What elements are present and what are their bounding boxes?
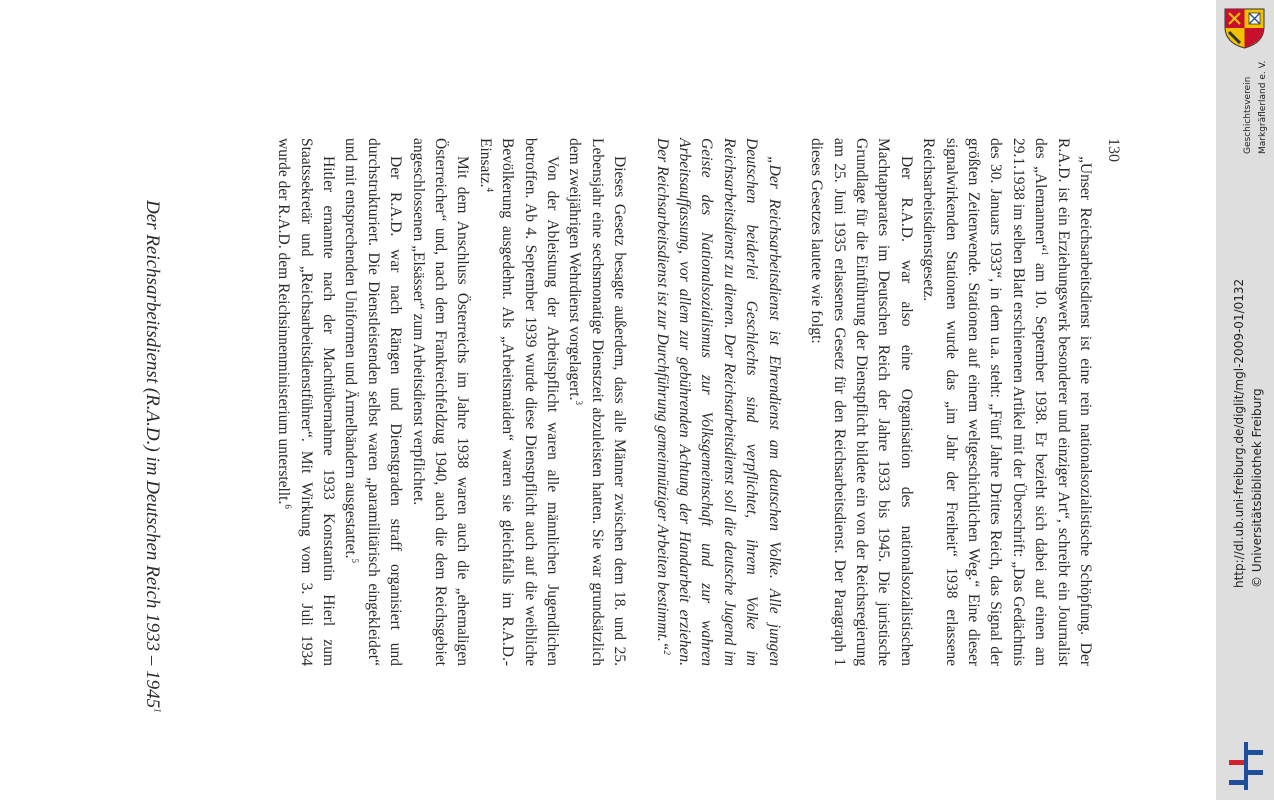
- library-logo-icon[interactable]: [1223, 738, 1269, 794]
- paragraph: Mit dem Anschluss Österreichs im Jahre 1938 waren auch die „ehemaligen Österreicher“ und, nach dem Frankreichfeldzug 1940, auch die dem Reichsgebiet angeschlossenen „Elsässer“ zum Arbeitsdienst verpflichtet.: [409, 138, 472, 666]
- coat-of-arms-icon: [1221, 7, 1268, 49]
- org-name-line2: Markgräflerland e. V.: [1258, 60, 1268, 154]
- permalink-link[interactable]: http://dl.ub.uni-freiburg.de/diglit/mgl-2009-01/0132: [1232, 278, 1246, 588]
- paragraph: Dieses Gesetz besagte außerdem, dass alle Männer zwischen dem 18. und 25. Lebensjahr eine sechsmonatige Dienstzeit abzuleisten hatten. Sie war grundsätzlich dem zweijährigen Wehrdienst vorgelagert.$^3$: [566, 138, 629, 666]
- page-body: [272, 138, 1096, 666]
- paragraph: Hitler ernannte nach der Machtübernahme 1933 Konstantin Hierl zum Staatssekretär und „Reichsarbeitsdienstführer“. Mit Wirkung vom 3. Juli 1934 wurde der R.A.D. dem Reichsinnenministerium unterstellt.$^6$: [275, 138, 337, 666]
- paragraph: Von der Ableistung der Arbeitspflicht waren alle männlichen Jugendlichen betroffen. Ab 4. September 1939 wurde diese Dienstpflicht auch auf die weibliche Bevölkerung ausgedehnt. Als „Arbeitsmaiden“ waren sie gleichfalls im R.A.D.-Einsatz.$^4$: [476, 138, 562, 666]
- org-name-line1: Geschichtsverein: [1243, 76, 1253, 154]
- page-number: 130: [1105, 138, 1122, 162]
- paragraph: „Unser Reichsarbeitsdienst ist eine rein nationalsozialistische Schöpfung. Der R.A.D. ist ein Erziehungswerk besonderer und einziger Art“, schreibt ein Journalist des „Alemannen“$^1$ am 10. September 1938. Er bezieht sich dabei auf einen am 29.1.1938 im selben Blatt erschienenen Artikel mit der Überschrift: „Das Gedächtnis des 30. Januars 1933“, in dem u.a. steht: „Fünf Jahre Drittes Reich, das Signal der größten Zeitenwende. Stationen auf einem weltgeschichtlichen Weg.“ Eine dieser signalwirkenden Stationen wurde das „im Jahr der Freiheit“ 1938 erlassene Reichsarbeitsdienstgesetz.: [920, 138, 1094, 666]
- copyright-notice: © Universitätsbibliothek Freiburg: [1250, 388, 1264, 588]
- page-heading: Der Reichsarbeitsdienst (R.A.D.) im Deutschen Reich 1933 – 1945$^1$: [142, 200, 163, 713]
- quote-paragraph: „Der Reichsarbeitsdienst ist Ehrendienst am deutschen Volke. Alle jungen Deutschen beiderlei Geschlechts sind verpflichtet, ihrem Volke im Reichsarbeitsdienst zu dienen. Der Reichsarbeitsdienst soll die deutsche Jugend im Geiste des Nationalsozialismus zur Volksgemeinschaft und zur wahren Arbeitsauffassung, vor allem zur gebührenden Achtung der Handarbeit erziehen. Der Reichsarbeitsdienst ist zur Durchführung gemeinnütziger Arbeiten bestimmt.“$^2$: [653, 138, 783, 666]
- paragraph: Der R.A.D. war also eine Organisation des nationalsozialistischen Machtapparates im Deutschen Reich der Jahre 1933 bis 1945. Die juristische Grundlage für die Einführung der Dienstpflicht bildete ein von der Reichsregierung am 25. Juni 1935 erlassenes Gesetz für den Reichsarbeitsdienst. Der Paragraph 1 dieses Gesetzes lautete wie folgt:: [808, 138, 915, 666]
- paragraph: Der R.A.D. war nach Rängen und Dienstgraden straff organisiert und durchstrukturiert. Die Dienstleistenden selbst waren „paramilitärisch eingekleidet“ und mit entsprechenden Uniformen und Ärmelbändern ausgestattet.$^5$: [342, 138, 405, 666]
